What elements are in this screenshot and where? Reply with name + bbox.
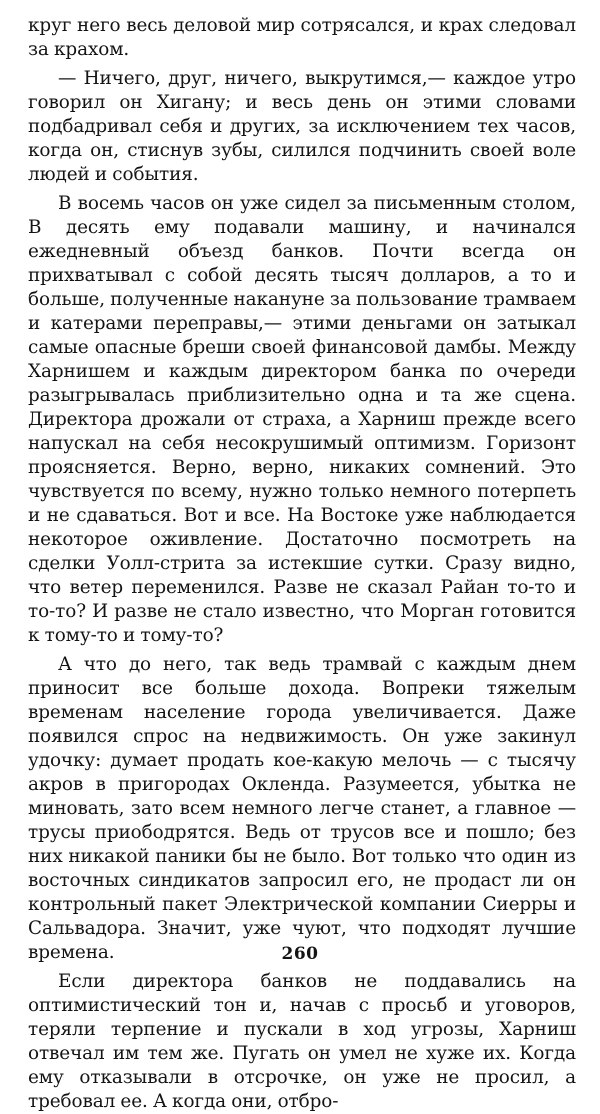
book-page — [28, 14, 576, 1112]
paragraph-bank-visits: В восемь часов он уже сидел за письменным столом, В десять ему подавали машину, и начинался ежедневный объезд банков. Почти всегда он прихватывал с собой десять тысяч долларов, а то и больше, полученные накануне за пользование трамваем и катерами переправы,— этими деньгами он затыкал самые опасные бреши своей финансовой дамбы. Между Харнишем и каждым директором банка по очереди разыгрывалась приблизительно одна и та же сцена. Директора дрожали от страха, а Харниш прежде всего напускал на себя несокрушимый оптимизм. Горизонт проясняется. Верно, верно, никаких сомнений. Это чувствуется по всему, нужно только немного потерпеть и не сдаваться. Вот и все. На Востоке уже наблюдается некоторое оживление. Достаточно посмотреть на сделки Уолл-стрита за истекшие сутки. Сразу видно, что ветер переменился. Разве не сказал Райан то-то и то-то? И разве не стало известно, что Морган готовится к тому-то и тому-то? — [28, 193, 576, 646]
paragraph-bank-directors: Если директора банков не поддавались на оптимистический тон и, начав с просьб и уговоров, теряли терпение и пускали в ход угрозы, Харниш отвечал им тем же. Пугать он умел не хуже их. Когда ему отказывали в отсрочке, он уже не просил, а требовал ее. А когда они, отбро- — [28, 971, 576, 1112]
paragraph-tramway: А что до него, так ведь трамвай с каждым днем приносит все больше дохода. Вопреки тяжелым временам население города увеличивается. Даже появился спрос на недвижимость. Он уже закинул удочку: думает продать кое-какую мелочь — с тысячу акров в пригородах Окленда. Разумеется, убытка не миновать, зато всем немного легче станет, а главное — трусы приободрятся. Ведь от трусов все и пошло; без них никакой паники бы не было. Вот только что один из восточных синдикатов запросил его, не продаст ли он контрольный пакет Электрической компании Сиерры и Сальвадора. Значит, уже чуют, что подходят лучшие времена. — [28, 654, 576, 963]
paragraph-dialogue: — Ничего, друг, ничего, выкрутимся,— каждое утро говорил он Хигану; и весь день он этими словами подбадривал себя и других, за исключением тех часов, когда он, стиснув зубы, силился подчинить своей воле людей и события. — [28, 68, 576, 185]
page-number: 260 — [281, 944, 319, 964]
paragraph-continuation: круг него весь деловой мир сотрясался, и крах следовал за крахом. — [28, 15, 576, 60]
